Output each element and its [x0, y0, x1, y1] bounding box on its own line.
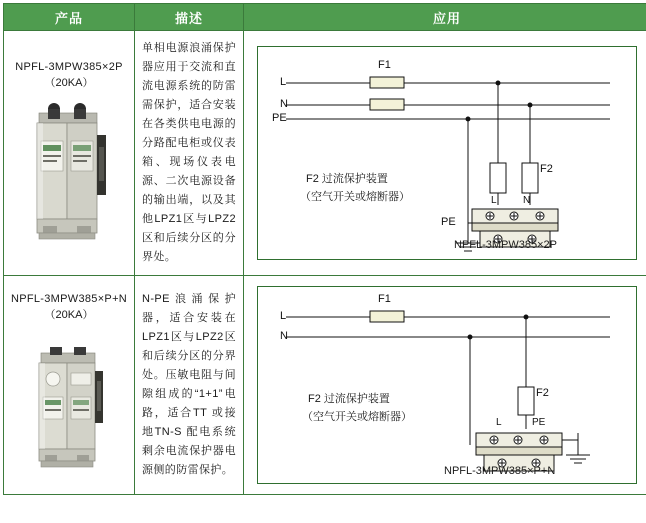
note-line1-1: F2 过流保护装置	[306, 173, 388, 185]
description-cell-1: 单相电源浪涌保护器应用于交流和直流电源系统的防雷需保护，适合安装在各类供电电源的分路配电柜或仪表箱、现场仪表电源、二次电源设备的输出端，以及其他LPZ1区与LPZ2区和后续分区的分界处。	[135, 31, 244, 276]
product-model-2: NPFL-3MPW385×P+N	[10, 293, 128, 305]
product-photo-1	[8, 95, 130, 245]
label-f1-1: F1	[378, 59, 391, 71]
application-cell-2	[244, 276, 646, 495]
label-line-pe-1: PE	[272, 112, 287, 124]
wiring-diagram-2	[257, 286, 637, 484]
product-table	[3, 3, 646, 495]
table-row	[4, 276, 646, 495]
label-f2-1: F2	[540, 163, 553, 175]
label-line-l-2: L	[280, 310, 287, 322]
table-row	[4, 31, 646, 276]
column-header-product: 产品	[4, 4, 135, 31]
product-model-1: NPFL-3MPW385×2P	[15, 61, 123, 73]
label-inner-n-1: N	[523, 195, 531, 206]
spd-pn-module-photo	[17, 337, 121, 477]
description-cell-2: N-PE浪涌保护器，适合安装在LPZ1区与LPZ2区和后续分区的分界处。压敏电阻与间隙组成的“1+1”电路，适合TT 或接地TN-S 配电系统剩余电流保护器电源侧的防雷保护。	[135, 276, 244, 495]
label-line-n-1: N	[280, 98, 288, 110]
note-line2-2: （空气开关或熔断器）	[302, 411, 412, 423]
product-rating-1: （20KA）	[44, 77, 94, 89]
label-line-n-2: N	[280, 330, 288, 342]
application-cell-1	[244, 31, 646, 276]
product-photo-2	[8, 327, 130, 477]
label-pe-ground-1: PE	[441, 216, 456, 228]
product-rating-2: （20KA）	[44, 309, 94, 321]
label-f1-2: F1	[378, 293, 391, 305]
table-head	[4, 4, 646, 31]
diagram-caption-1: NPFL-3MPW385×2P	[454, 239, 558, 251]
table-header-row	[4, 4, 646, 31]
note-line1-2: F2 过流保护装置	[308, 393, 390, 405]
column-header-description: 描述	[135, 4, 244, 31]
product-cell-1	[4, 31, 135, 276]
label-inner-l-2: L	[496, 417, 502, 428]
diagram-caption-2: NPFL-3MPW385×P+N	[444, 465, 556, 477]
label-inner-l-1: L	[491, 195, 497, 206]
wiring-diagram-1	[257, 46, 637, 260]
label-f2-2: F2	[536, 387, 549, 399]
note-line2-1: （空气开关或熔断器）	[300, 191, 410, 203]
column-header-application: 应用	[244, 4, 646, 31]
spd-2p-module-photo	[17, 95, 121, 245]
table-body	[4, 31, 646, 495]
label-line-l-1: L	[280, 76, 287, 88]
wiring-diagram-svg-2	[258, 287, 636, 483]
product-cell-2	[4, 276, 135, 495]
label-inner-pe-2: PE	[532, 417, 546, 428]
